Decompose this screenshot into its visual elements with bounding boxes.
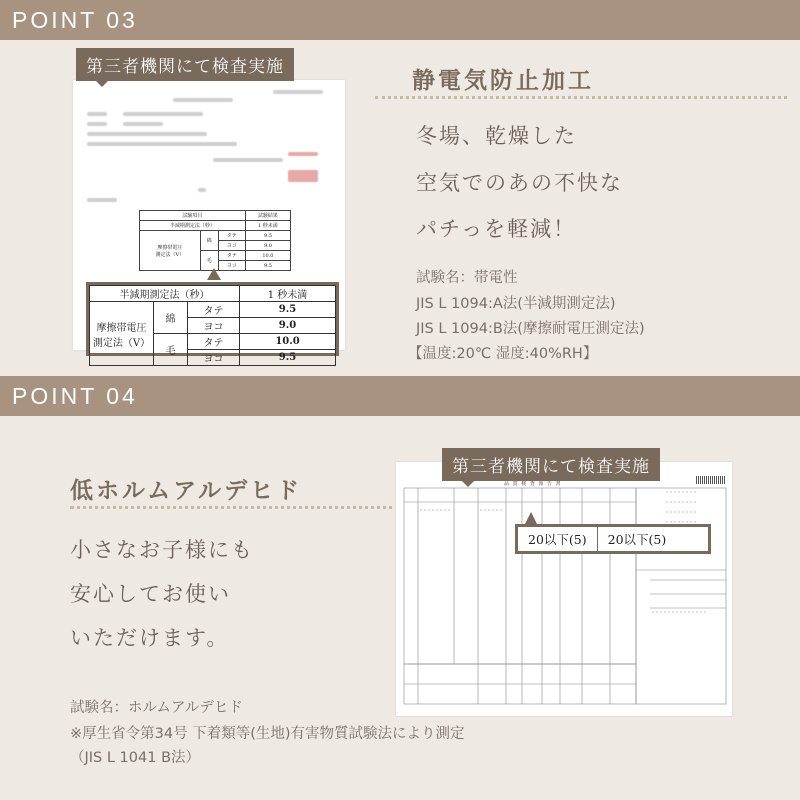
point03-mini-table: 試験項目 試験結果 半減期測定法（秒） 1 秒未満 摩擦帯電圧 測定法（V） 綿 タテ 9.5 ヨコ 9.0 毛 タテ 10.0 ヨコ 9.5 bbox=[139, 210, 291, 271]
report-grid bbox=[396, 462, 732, 716]
point04-heading: 低ホルムアルデヒド bbox=[70, 478, 303, 504]
point03-zoom-table: 半減期測定法（秒） 1 秒未満 摩擦帯電圧 測定法（V） 綿 タテ 9.5 ヨコ 9.0 毛 タテ 10.0 ヨコ 9.5 bbox=[86, 282, 339, 356]
point03-label: POINT 03 bbox=[12, 7, 138, 33]
report-title: 品 質 検 査 報 告 書 bbox=[504, 481, 562, 487]
point03-heading: 静電気防止加工 bbox=[412, 68, 594, 94]
point04-test-name: 試験名：ホルムアルデヒド bbox=[70, 700, 243, 716]
point04-result-callout bbox=[515, 524, 711, 554]
point03-test-name: 試験名：帯電性 bbox=[416, 270, 518, 286]
result-value-1: 20以下(5) bbox=[528, 532, 587, 547]
point04-label: POINT 04 bbox=[12, 383, 138, 409]
point03-method-a: JIS L 1094:A法(半減期測定法) bbox=[416, 296, 616, 312]
point04-lead-2: 安心してお使い bbox=[70, 582, 231, 606]
point04-dotted-rule bbox=[70, 506, 400, 509]
point03-lead-2: 空気でのあの不快な bbox=[416, 171, 623, 195]
point03-inspection-tag: 第三者機関にて検査実施 bbox=[76, 48, 294, 81]
point04-note: ※厚生省令第34号 下着類等(生地)有害物質試験法により測定 bbox=[70, 726, 465, 742]
point04-note-code: （JIS L 1041 B法） bbox=[70, 750, 201, 766]
point04-lead-1: 小さなお子様にも bbox=[70, 538, 254, 562]
point03-method-b: JIS L 1094:B法(摩擦耐電圧測定法) bbox=[416, 321, 645, 337]
callout-pointer bbox=[525, 512, 537, 524]
point03-condition: 【温度:20℃ 湿度:40%RH】 bbox=[408, 346, 598, 362]
point03-dotted-rule bbox=[375, 96, 787, 99]
zoom-pointer bbox=[207, 268, 221, 280]
point04-inspection-tag: 第三者機関にて検査実施 bbox=[442, 448, 660, 481]
point03-band bbox=[0, 0, 800, 40]
point04-band bbox=[0, 376, 800, 416]
point04-report-document bbox=[396, 462, 732, 716]
point04-lead-3: いただけます。 bbox=[70, 626, 230, 650]
point03-lead-3: パチっを軽減！ bbox=[416, 217, 577, 241]
result-value-2: 20以下(5) bbox=[597, 527, 677, 551]
point03-lead-1: 冬場、乾燥した bbox=[416, 124, 577, 148]
